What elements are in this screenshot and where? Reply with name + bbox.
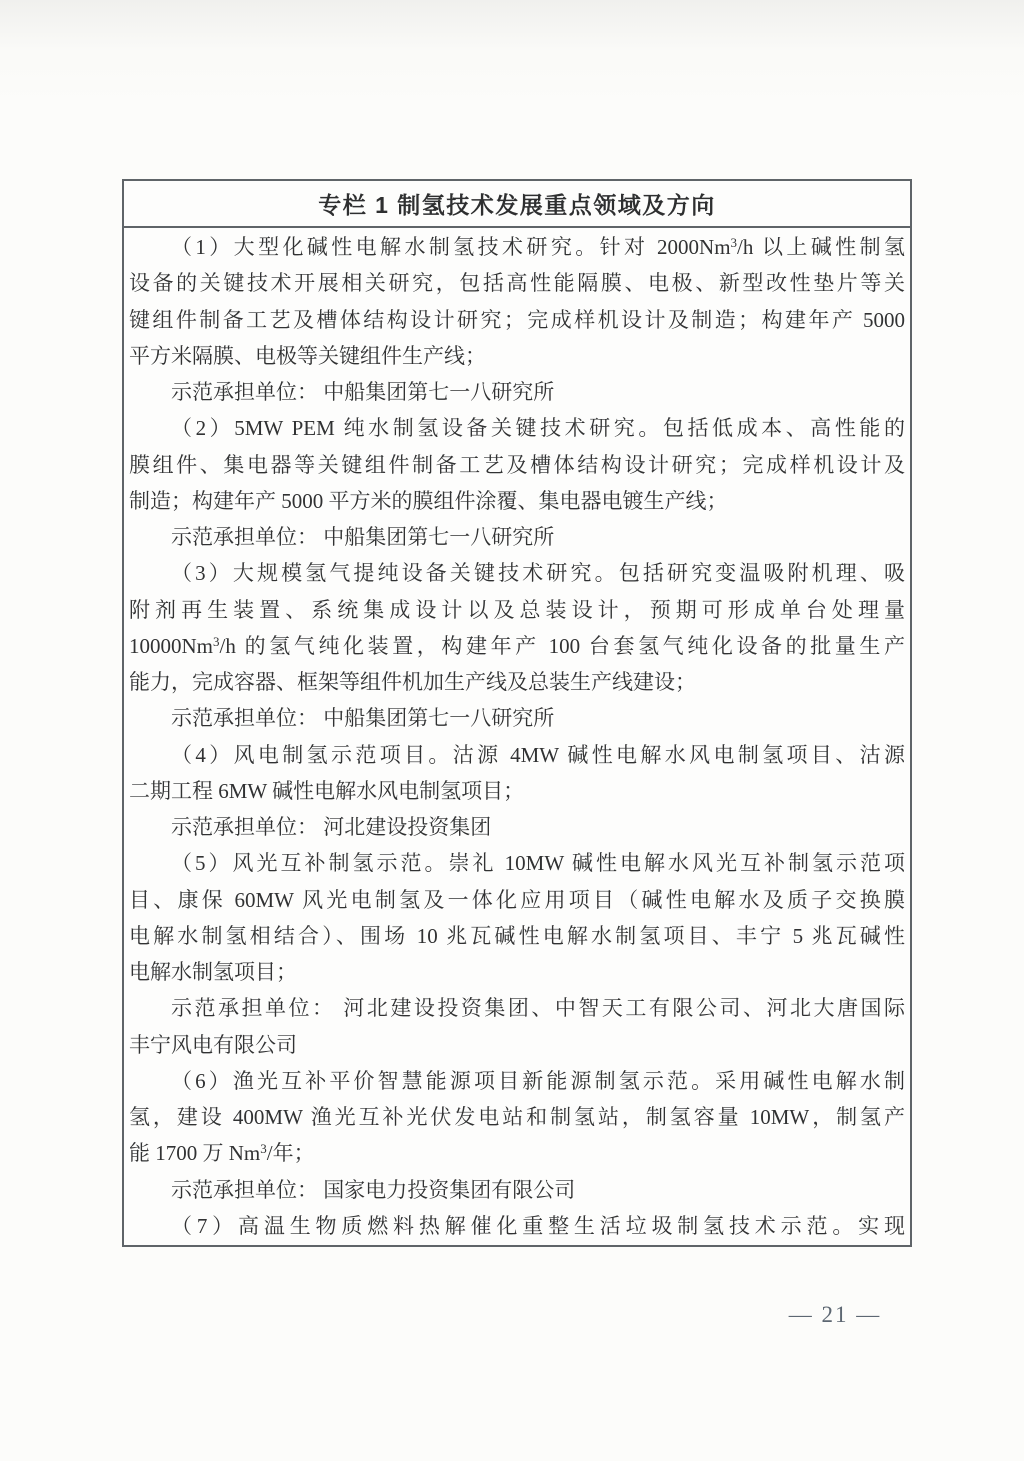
- text-line: 能 1700 万 Nm$^3$/年；: [129, 1141, 315, 1166]
- text-line: （2）5MW PEM 纯水制氢设备关键技术研究。包括低成本、高性能的: [171, 416, 905, 441]
- text-line: 示范承担单位： 中船集团第七一八研究所: [171, 706, 555, 731]
- text-line: 二期工程 6MW 碱性电解水风电制氢项目；: [129, 778, 525, 803]
- text-line: 示范承担单位： 中船集团第七一八研究所: [171, 380, 555, 404]
- text-line: （1）大型化碱性电解水制氢技术研究。针对 2000Nm$^3$/h 以上碱性制氢: [171, 235, 905, 259]
- text-line: 示范承担单位： 河北建设投资集团: [171, 815, 492, 839]
- column-box-title: 专栏 1 制氢技术发展重点领域及方向: [318, 192, 716, 218]
- text-line: 键组件制备工艺及槽体结构设计研究；完成样机设计及制造；构建年产 5000: [129, 307, 905, 332]
- text-line: （3）大规模氢气提纯设备关键技术研究。包括研究变温吸附机理、吸: [171, 561, 905, 586]
- text-line: 膜组件、集电器等关键组件制备工艺及槽体结构设计研究；完成样机设计及: [129, 452, 905, 477]
- text-line: 目、康保 60MW 风光电制氢及一体化应用项目（碱性电解水及质子交换膜: [129, 887, 905, 912]
- page-number: — 21 —: [788, 1302, 882, 1327]
- text-line: 氢，建设 400MW 渔光互补光伏发电站和制氢站，制氢容量 10MW，制氢产: [129, 1105, 905, 1129]
- text-line: 制造；构建年产 5000 平方米的膜组件涂覆、集电器电镀生产线；: [129, 488, 728, 513]
- text-line: 能力，完成容器、框架等组件机加生产线及总装生产线建设；: [129, 670, 696, 694]
- column-box: [122, 179, 912, 1247]
- text-line: （5）风光互补制氢示范。崇礼 10MW 碱性电解水风光互补制氢示范项: [171, 851, 905, 876]
- column-box-header: [124, 181, 910, 228]
- text-line: 10000Nm$^3$/h 的氢气纯化装置，构建年产 100 台套氢气纯化设备的批量生产: [129, 633, 905, 658]
- text-line: 示范承担单位： 国家电力投资集团有限公司: [171, 1177, 576, 1202]
- text-line: （7）高温生物质燃料热解催化重整生活垃圾制氢技术示范。实现: [171, 1213, 905, 1238]
- text-line: 电解水制氢项目；: [129, 960, 297, 984]
- text-line: 设备的关键技术开展相关研究，包括高性能隔膜、电极、新型改性垫片等关: [129, 271, 905, 296]
- text-line: 附剂再生装置、系统集成设计以及总装设计，预期可形成单台处理量: [129, 597, 905, 622]
- text-line: （4）风电制氢示范项目。沽源 4MW 碱性电解水风电制氢项目、沽源: [171, 742, 905, 767]
- scan-shading: [0, 0, 1024, 110]
- text-line: 丰宁风电有限公司: [129, 1032, 297, 1057]
- box-body: [124, 228, 910, 1244]
- text-line: 平方米隔膜、电极等关键组件生产线；: [129, 343, 486, 368]
- text-line: （6）渔光互补平价智慧能源项目新能源制氢示范。采用碱性电解水制: [171, 1068, 905, 1093]
- text-line: 示范承担单位： 中船集团第七一八研究所: [171, 525, 555, 549]
- text-line: 电解水制氢相结合）、围场 10 兆瓦碱性电解水制氢项目、丰宁 5 兆瓦碱性: [129, 923, 905, 948]
- text-line: 示范承担单位： 河北建设投资集团、中智天工有限公司、河北大唐国际: [171, 996, 905, 1021]
